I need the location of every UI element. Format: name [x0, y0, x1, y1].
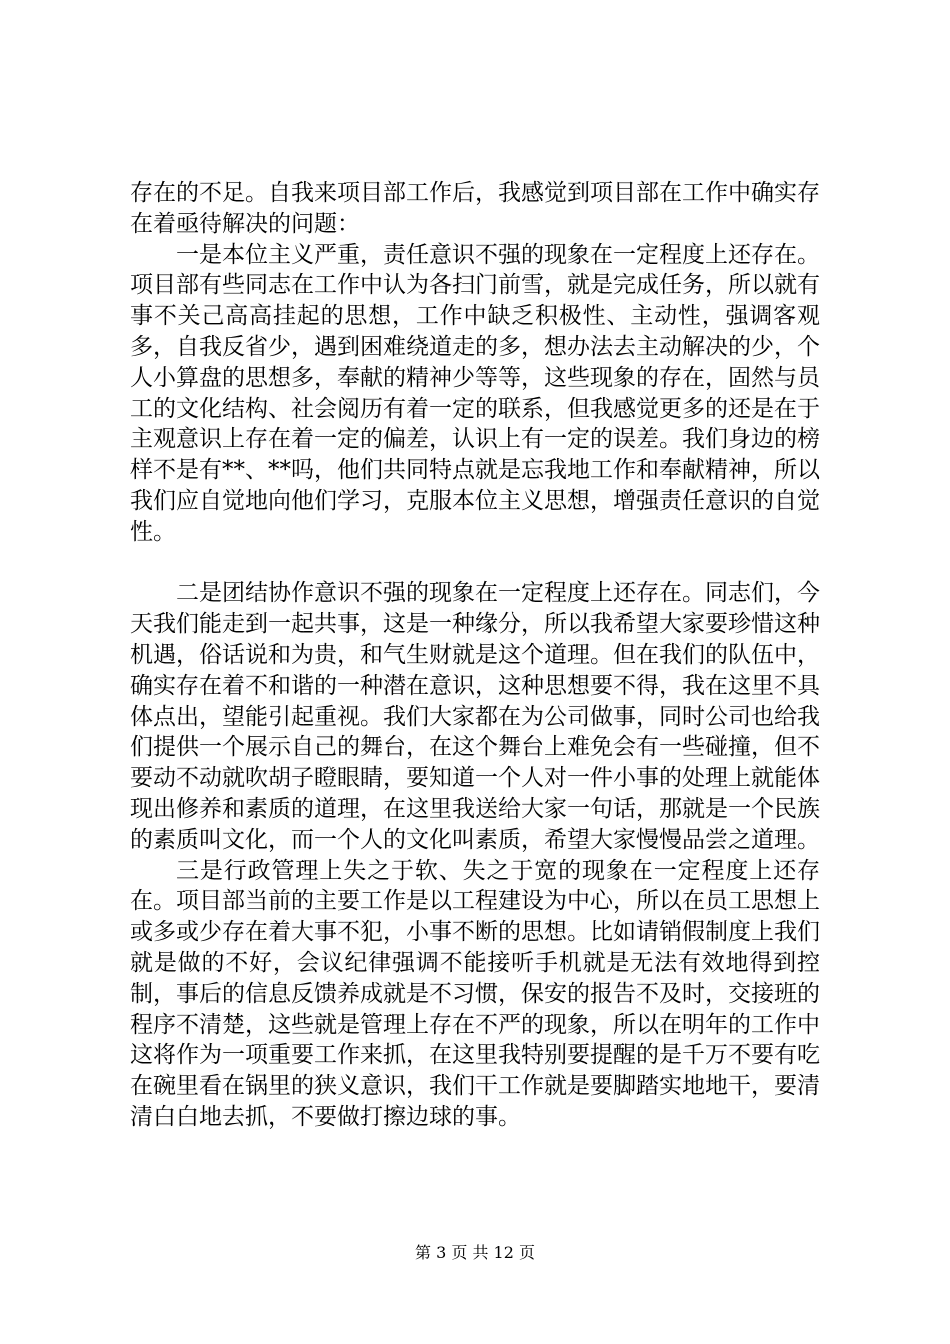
page-number: 第 3 页 共 12 页: [415, 1243, 535, 1262]
paragraph-point-one: 一是本位主义严重，责任意识不强的现象在一定程度上还存在。项目部有些同志在工作中认为各扫门前雪，就是完成任务，所以就有事不关己高高挂起的思想，工作中缺乏积极性、主动性，强调客观多，自我反省少，遇到困难绕道走的多，想办法去主动解决的少，个人小算盘的思想多，奉献的精神少等等，这些现象的存在，固然与员工的文化结构、社会阅历有着一定的联系，但我感觉更多的还是在于主观意识上存在着一定的偏差，认识上有一定的误差。我们身边的榜样不是有**、**吗，他们共同特点就是忘我地工作和奉献精神，所以我们应自觉地向他们学习，克服本位主义思想，增强责任意识的自觉性。: [130, 241, 820, 545]
document-body: [130, 178, 820, 1133]
paragraph-point-two: 二是团结协作意识不强的现象在一定程度上还存在。同志们，今天我们能走到一起共事，这是一种缘分，所以我希望大家要珍惜这种机遇，俗话说和为贵，和气生财就是这个道理。但在我们的队伍中，确实存在着不和谐的一种潜在意识，这种思想要不得，我在这里不具体点出，望能引起重视。我们大家都在为公司做事，同时公司也给我们提供一个展示自己的舞台，在这个舞台上难免会有一些碰撞，但不要动不动就吹胡子瞪眼睛，要知道一个人对一件小事的处理上就能体现出修养和素质的道理，在这里我送给大家一句话，那就是一个民族的素质叫文化，而一个人的文化叫素质，希望大家慢慢品尝之道理。: [130, 580, 820, 853]
paragraph-point-three: 三是行政管理上失之于软、失之于宽的现象在一定程度上还存在。项目部当前的主要工作是以工程建设为中心，所以在员工思想上或多或少存在着大事不犯，小事不断的思想。比如请销假制度上我们就是做的不好，会议纪律强调不能接听手机就是无法有效地得到控制，事后的信息反馈养成就是不习惯，保安的报告不及时，交接班的程序不清楚，这些就是管理上存在不严的现象，所以在明年的工作中这将作为一项重要工作来抓，在这里我特别要提醒的是千万不要有吃在碗里看在锅里的狭义意识，我们干工作就是要脚踏实地地干，要清清白白地去抓，不要做打擦边球的事。: [130, 857, 820, 1130]
paragraph-intro: 存在的不足。自我来项目部工作后，我感觉到项目部在工作中确实存在着亟待解决的问题：: [130, 180, 820, 237]
page-footer: [0, 1243, 950, 1263]
